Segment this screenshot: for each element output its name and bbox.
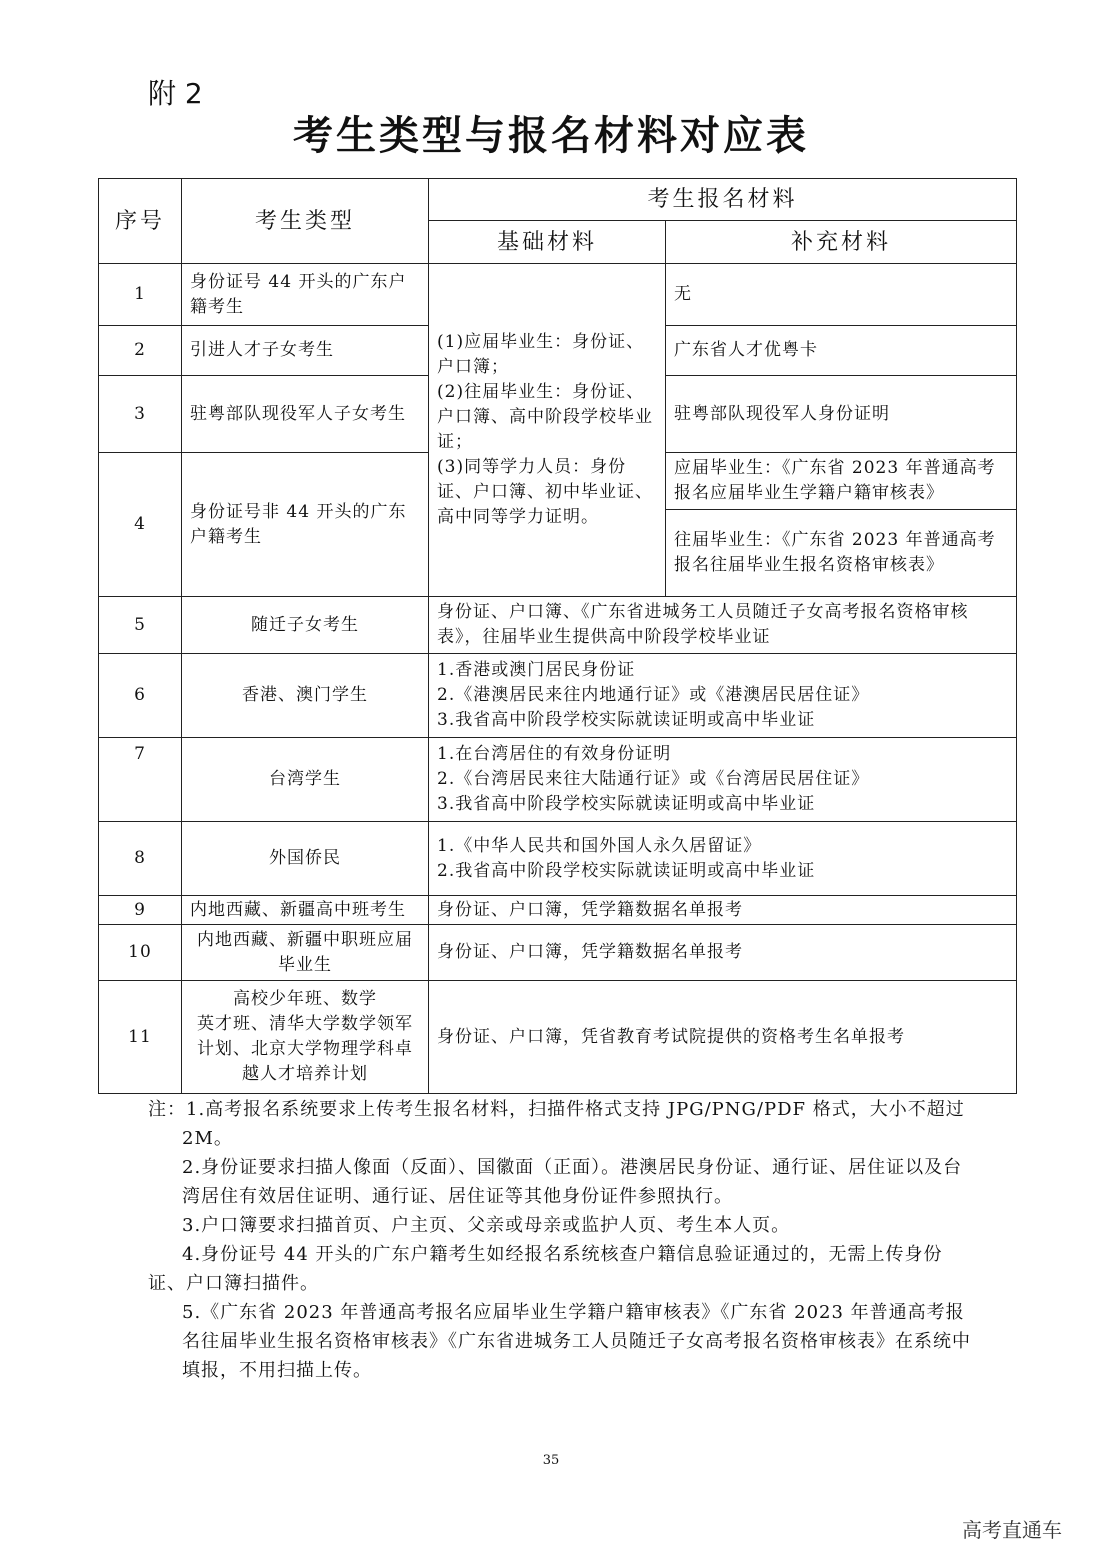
row-type: 引进人才子女考生 (182, 326, 429, 376)
row-materials: 身份证、户口簿，凭省教育考试院提供的资格考生名单报考 (429, 981, 1017, 1094)
row-type: 随迁子女考生 (182, 597, 429, 654)
row-number: 4 (99, 453, 182, 597)
header-materials: 考生报名材料 (429, 179, 1017, 221)
row-number: 7 (99, 738, 182, 822)
note-4: 4.身份证号 44 开头的广东户籍考生如经报名系统核查户籍信息验证通过的，无需上传身份证、户口簿扫描件。 (148, 1244, 943, 1294)
row-number: 2 (99, 326, 182, 376)
type-line: 英才班、清华大学数学领军 (197, 1014, 413, 1034)
basic-materials-cell (429, 264, 666, 597)
row-materials (429, 654, 1017, 738)
row-supplementary (666, 453, 1017, 597)
note-1: 注：1.高考报名系统要求上传考生报名材料，扫描件格式支持 JPG/PNG/PDF 格式，大小不超过 2M。 (148, 1099, 965, 1149)
supp-current-grad: 应届毕业生：《广东省 2023 年普通高考报名应届毕业生学籍户籍审核表》 (666, 453, 1016, 510)
basic-line: (2)往届毕业生：身份证、户口簿、高中阶段学校毕业证； (437, 382, 653, 452)
row-type: 香港、澳门学生 (182, 654, 429, 738)
row-number: 3 (99, 376, 182, 453)
basic-line: (1)应届毕业生：身份证、户口簿； (437, 332, 645, 377)
table-row (99, 925, 1017, 981)
row-type: 台湾学生 (182, 738, 429, 822)
table-row (99, 822, 1017, 896)
notes-section (148, 1095, 978, 1385)
row-number: 11 (99, 981, 182, 1094)
row-type (182, 981, 429, 1094)
table-row (99, 981, 1017, 1094)
header-supplementary: 补充材料 (666, 221, 1017, 264)
supp-past-grad: 往届毕业生：《广东省 2023 年普通高考报名往届毕业生报名资格审核表》 (674, 530, 996, 575)
watermark: 高考直通车 (962, 1518, 1062, 1542)
material-line: 2.我省高中阶段学校实际就读证明或高中毕业证 (437, 860, 816, 881)
row-number: 10 (99, 925, 182, 981)
row-type: 内地西藏、新疆中职班应届毕业生 (182, 925, 429, 981)
type-line: 高校少年班、数学 (233, 989, 377, 1009)
row-materials: 身份证、户口簿，凭学籍数据名单报考 (429, 896, 1017, 925)
header-number: 序号 (99, 179, 182, 264)
row-materials: 身份证、户口簿，凭学籍数据名单报考 (429, 925, 1017, 981)
row-number: 1 (99, 264, 182, 326)
material-line: 2.《台湾居民来往大陆通行证》或《台湾居民居住证》 (437, 769, 870, 789)
table-row (99, 654, 1017, 738)
row-number: 5 (99, 597, 182, 654)
materials-table (98, 178, 1017, 1094)
header-basic: 基础材料 (429, 221, 666, 264)
row-materials: 身份证、户口簿、《广东省进城务工人员随迁子女高考报名资格审核表》，往届毕业生提供高中阶段学校毕业证 (429, 597, 1017, 654)
row-number: 9 (99, 896, 182, 925)
row-materials (429, 822, 1017, 896)
material-line: 3.我省高中阶段学校实际就读证明或高中毕业证 (437, 794, 816, 814)
note-2: 2.身份证要求扫描人像面（反面）、国徽面（正面）。港澳居民身份证、通行证、居住证以及台湾居住有效居住证明、通行证、居住证等其他身份证件参照执行。 (182, 1157, 963, 1207)
row-type: 驻粤部队现役军人子女考生 (182, 376, 429, 453)
table-row (99, 597, 1017, 654)
row-supplementary: 无 (666, 264, 1017, 326)
row-type: 外国侨民 (182, 822, 429, 896)
header-type: 考生类型 (182, 179, 429, 264)
row-type: 身份证号非 44 开头的广东户籍考生 (182, 453, 429, 597)
note-5: 5.《广东省 2023 年普通高考报名应届毕业生学籍户籍审核表》《广东省 2023 年普通高考报名往届毕业生报名资格审核表》《广东省进城务工人员随迁子女高考报名资格审核表》在系统中填报，不用扫描上传。 (182, 1302, 971, 1381)
material-line: 3.我省高中阶段学校实际就读证明或高中毕业证 (437, 710, 816, 730)
row-supplementary: 广东省人才优粤卡 (666, 326, 1017, 376)
document-title: 考生类型与报名材料对应表 (293, 112, 809, 159)
type-line: 计划、北京大学物理学科卓 (197, 1039, 413, 1059)
material-line: 1.香港或澳门居民身份证 (437, 660, 636, 680)
row-supplementary: 驻粤部队现役军人身份证明 (666, 376, 1017, 453)
row-type: 内地西藏、新疆高中班考生 (182, 896, 429, 925)
material-line: 1.《中华人民共和国外国人永久居留证》 (437, 835, 762, 856)
type-line: 越人才培养计划 (242, 1064, 368, 1084)
material-line: 1.在台湾居住的有效身份证明 (437, 744, 672, 764)
table-row (99, 264, 1017, 326)
row-number: 8 (99, 822, 182, 896)
row-type: 身份证号 44 开头的广东户籍考生 (182, 264, 429, 326)
table-row (99, 896, 1017, 925)
appendix-label: 附 2 (148, 77, 203, 110)
basic-line: (3)同等学力人员：身份证、户口簿、初中毕业证、高中同等学力证明。 (437, 457, 653, 527)
material-line: 2.《港澳居民来往内地通行证》或《港澳居民居住证》 (437, 685, 870, 705)
row-materials (429, 738, 1017, 822)
note-3: 3.户口簿要求扫描首页、户主页、父亲或母亲或监护人页、考生本人页。 (182, 1215, 791, 1236)
page-number: 35 (542, 1453, 560, 1468)
row-number: 6 (99, 654, 182, 738)
table-row (99, 738, 1017, 822)
